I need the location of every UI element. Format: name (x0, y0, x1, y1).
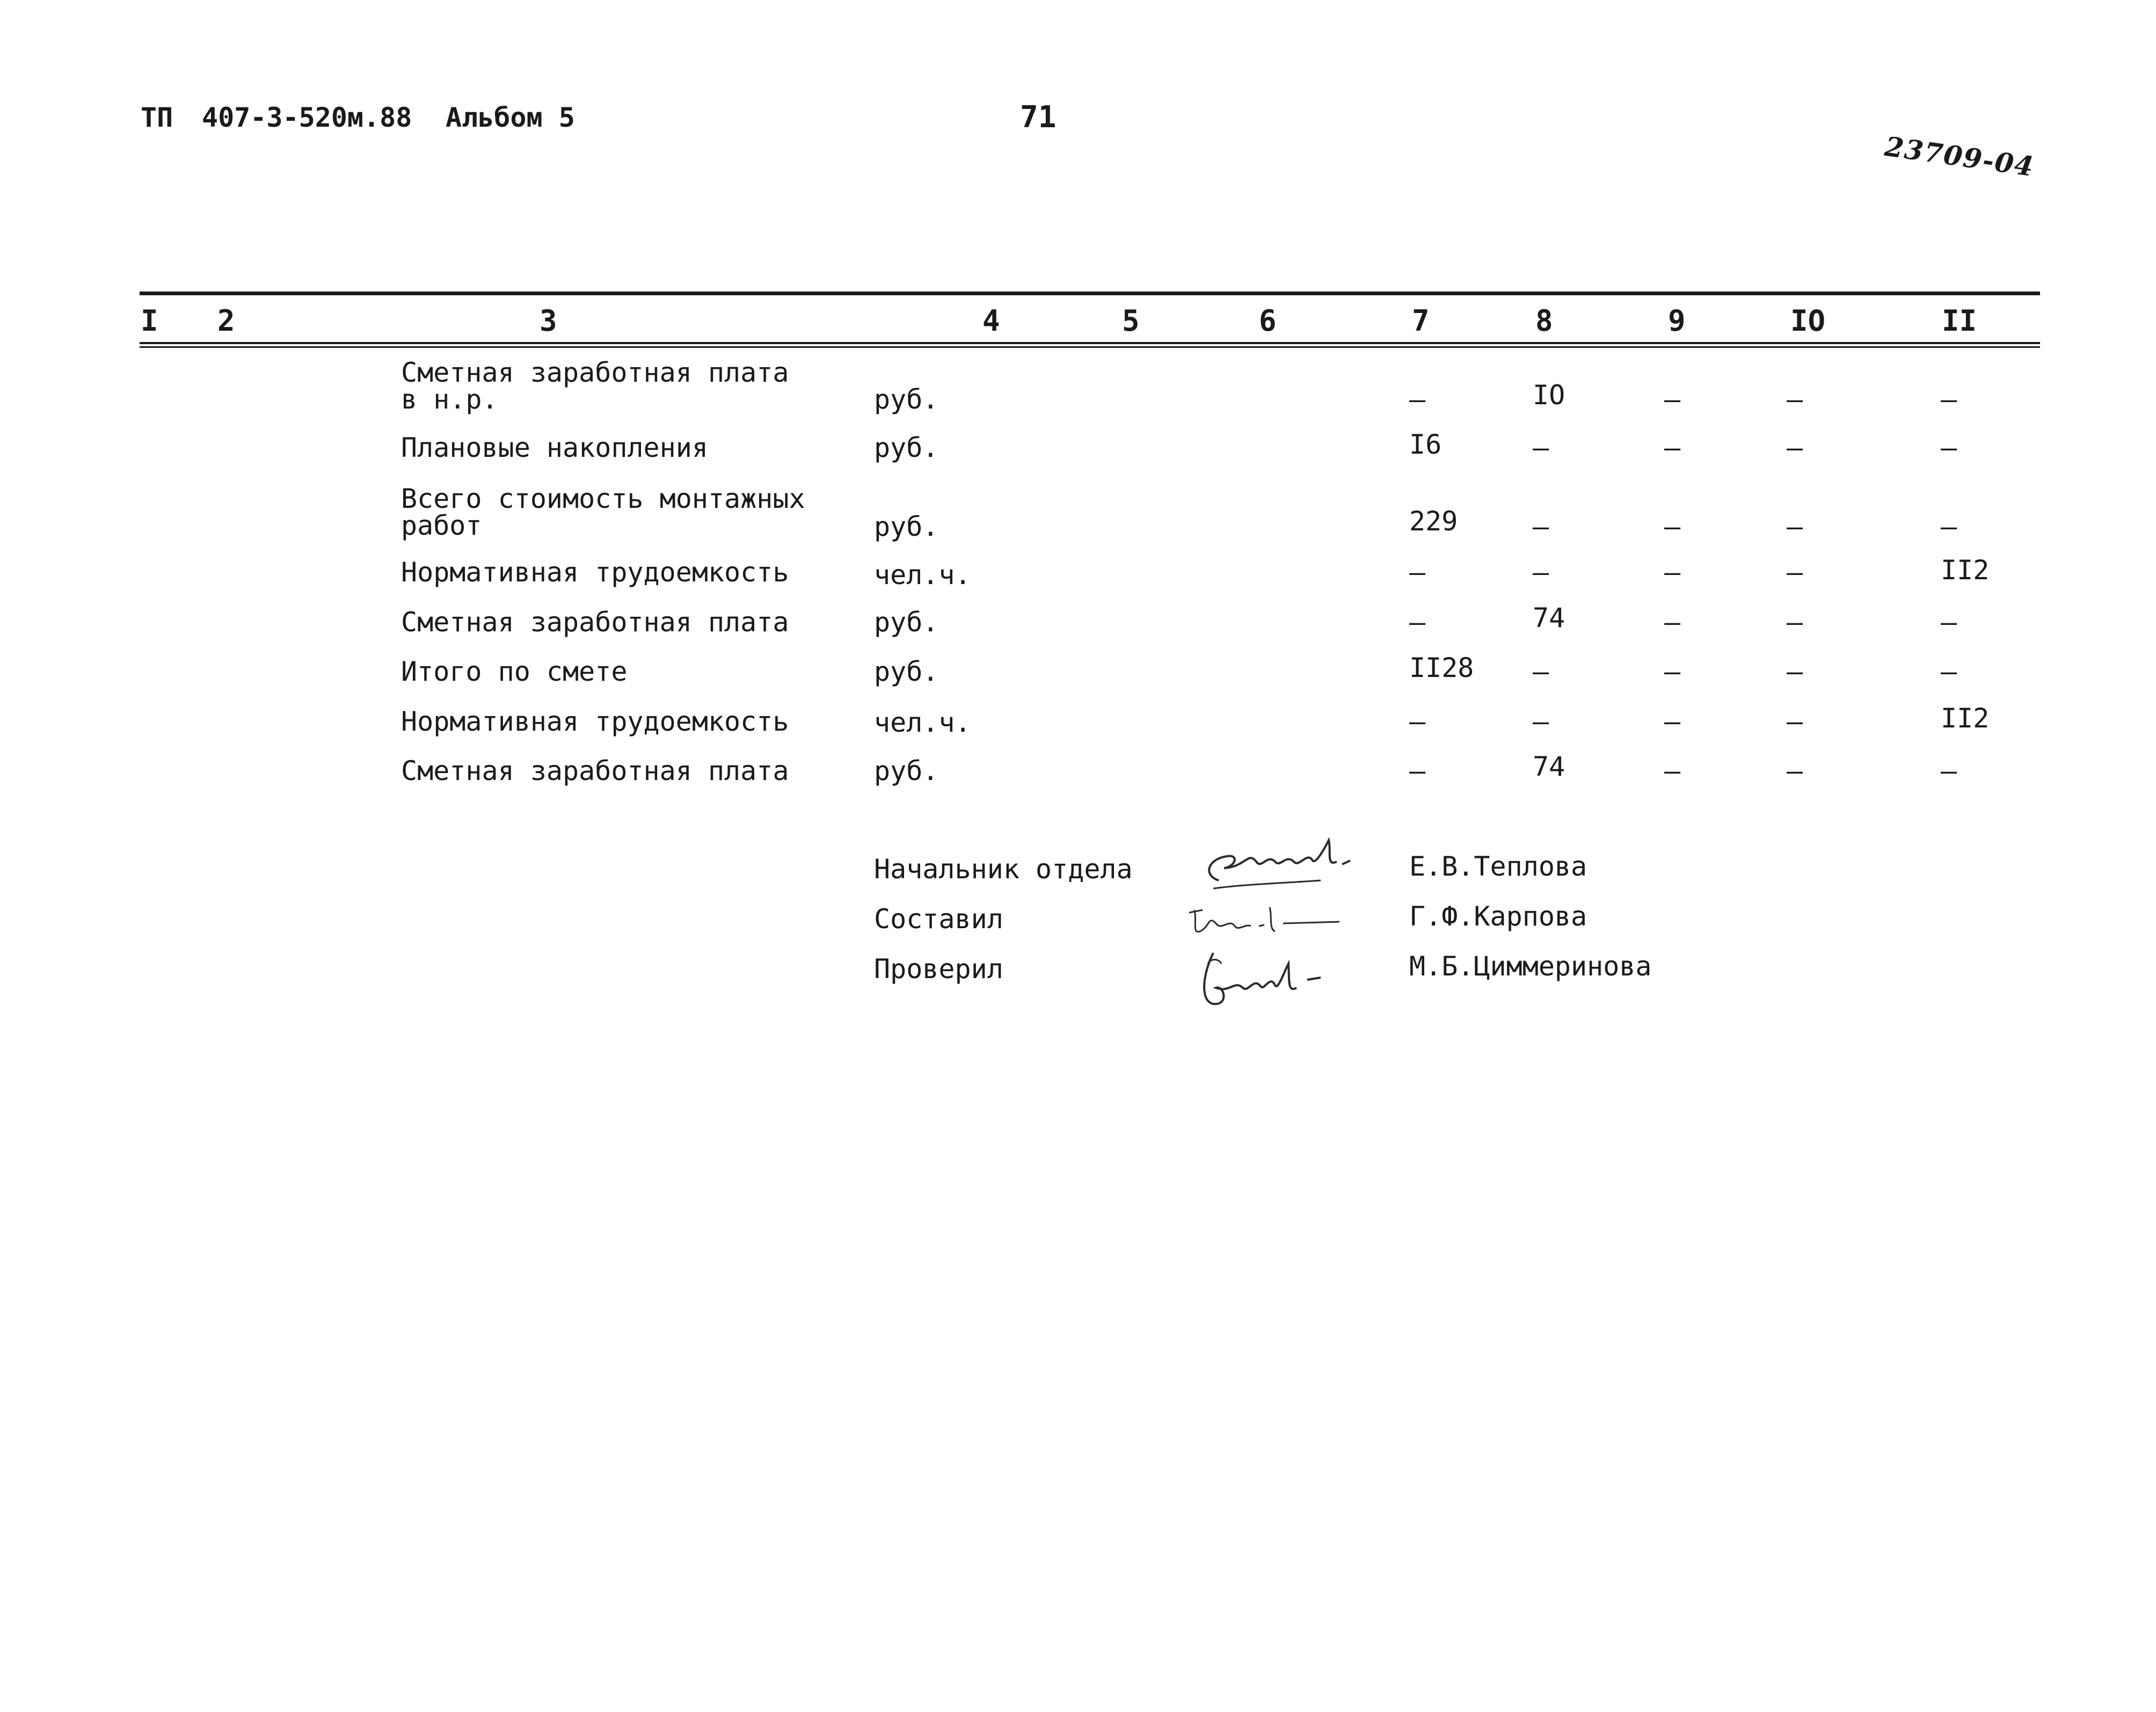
row-value-col7: II28 (1409, 652, 1474, 683)
signature-name: Е.В.Теплова (1409, 851, 1587, 882)
row-value-col7: – (1409, 607, 1426, 638)
row-value-col7: – (1409, 557, 1426, 588)
row-value-col11: II2 (1941, 555, 1990, 586)
archive-code: 23709-04 (1883, 130, 2037, 183)
row-unit: руб. (874, 511, 939, 542)
row-name-continued: работ (401, 510, 482, 541)
row-value-col11: – (1941, 511, 1957, 542)
row-unit: руб. (874, 384, 939, 415)
column-number: 6 (1259, 304, 1277, 338)
row-name: Итого по смете (401, 656, 628, 687)
row-value-col10: – (1787, 432, 1803, 463)
row-name: Нормативная трудоемкость (401, 706, 789, 737)
series-code: ТП (141, 102, 173, 133)
row-value-col10: – (1787, 557, 1803, 588)
row-name-continued: в н.р. (401, 384, 498, 415)
signature-scribble (1178, 894, 1356, 948)
row-value-col8: IO (1533, 380, 1565, 411)
row-name: Сметная заработная плата (401, 755, 789, 786)
signature-scribble (1192, 942, 1353, 1017)
row-value-col8: – (1533, 511, 1549, 542)
row-value-col7: – (1409, 384, 1426, 415)
row-value-col10: – (1787, 511, 1803, 542)
row-unit: руб. (874, 755, 939, 786)
column-number: 5 (1122, 304, 1140, 338)
row-value-col8: – (1533, 432, 1549, 463)
row-value-col8: 74 (1533, 602, 1565, 633)
row-value-col9: – (1664, 656, 1681, 687)
album-label: Альбом 5 (446, 102, 575, 133)
row-value-col7: 229 (1409, 506, 1458, 537)
row-name: Сметная заработная плата (401, 607, 789, 638)
row-name: Нормативная трудоемкость (401, 557, 789, 588)
row-value-col9: – (1664, 511, 1681, 542)
signature-role: Начальник отдела (874, 854, 1133, 885)
row-value-col10: – (1787, 755, 1803, 786)
row-value-col7: I6 (1409, 429, 1442, 460)
table-header-rule (140, 342, 2040, 344)
column-number: 7 (1412, 304, 1430, 338)
signature-role: Составил (874, 904, 1003, 935)
column-number: 2 (217, 304, 235, 338)
signature-name: М.Б.Циммеринова (1409, 951, 1652, 982)
row-name: Всего стоимость монтажных (401, 483, 805, 514)
row-value-col9: – (1664, 607, 1681, 638)
column-number: IO (1790, 304, 1826, 338)
row-value-col10: – (1787, 706, 1803, 737)
column-number: 8 (1535, 304, 1553, 338)
row-value-col8: 74 (1533, 751, 1565, 782)
row-value-col9: – (1664, 557, 1681, 588)
row-unit: руб. (874, 432, 939, 463)
row-value-col10: – (1787, 607, 1803, 638)
signature-role: Проверил (874, 953, 1003, 985)
row-value-col9: – (1664, 755, 1681, 786)
signature-scribble (1197, 829, 1374, 905)
row-value-col8: – (1533, 656, 1549, 687)
row-value-col11: II2 (1941, 703, 1990, 734)
page-number: 71 (1020, 100, 1057, 135)
row-value-col11: – (1941, 384, 1957, 415)
column-number: II (1942, 304, 1977, 338)
row-unit: чел.ч. (874, 559, 971, 591)
row-value-col9: – (1664, 384, 1681, 415)
column-number: 4 (982, 304, 1000, 338)
column-number: 9 (1668, 304, 1686, 338)
row-value-col8: – (1533, 557, 1549, 588)
column-number: 3 (540, 304, 557, 338)
row-value-col11: – (1941, 656, 1957, 687)
project-number: 407-3-520м.88 (202, 102, 412, 133)
row-name: Сметная заработная плата (401, 357, 789, 388)
table-top-rule (140, 292, 2040, 295)
row-unit: руб. (874, 656, 939, 687)
table-header-rule-2 (140, 346, 2040, 348)
row-name: Плановые накопления (401, 432, 708, 463)
row-value-col10: – (1787, 656, 1803, 687)
row-unit: чел.ч. (874, 707, 971, 738)
row-value-col8: – (1533, 706, 1549, 737)
row-value-col9: – (1664, 432, 1681, 463)
row-value-col7: – (1409, 706, 1426, 737)
row-value-col11: – (1941, 607, 1957, 638)
row-value-col7: – (1409, 755, 1426, 786)
row-value-col9: – (1664, 706, 1681, 737)
row-value-col11: – (1941, 755, 1957, 786)
signature-name: Г.Ф.Карпова (1409, 901, 1587, 932)
row-unit: руб. (874, 607, 939, 638)
column-number: I (141, 304, 158, 338)
row-value-col10: – (1787, 384, 1803, 415)
row-value-col11: – (1941, 432, 1957, 463)
